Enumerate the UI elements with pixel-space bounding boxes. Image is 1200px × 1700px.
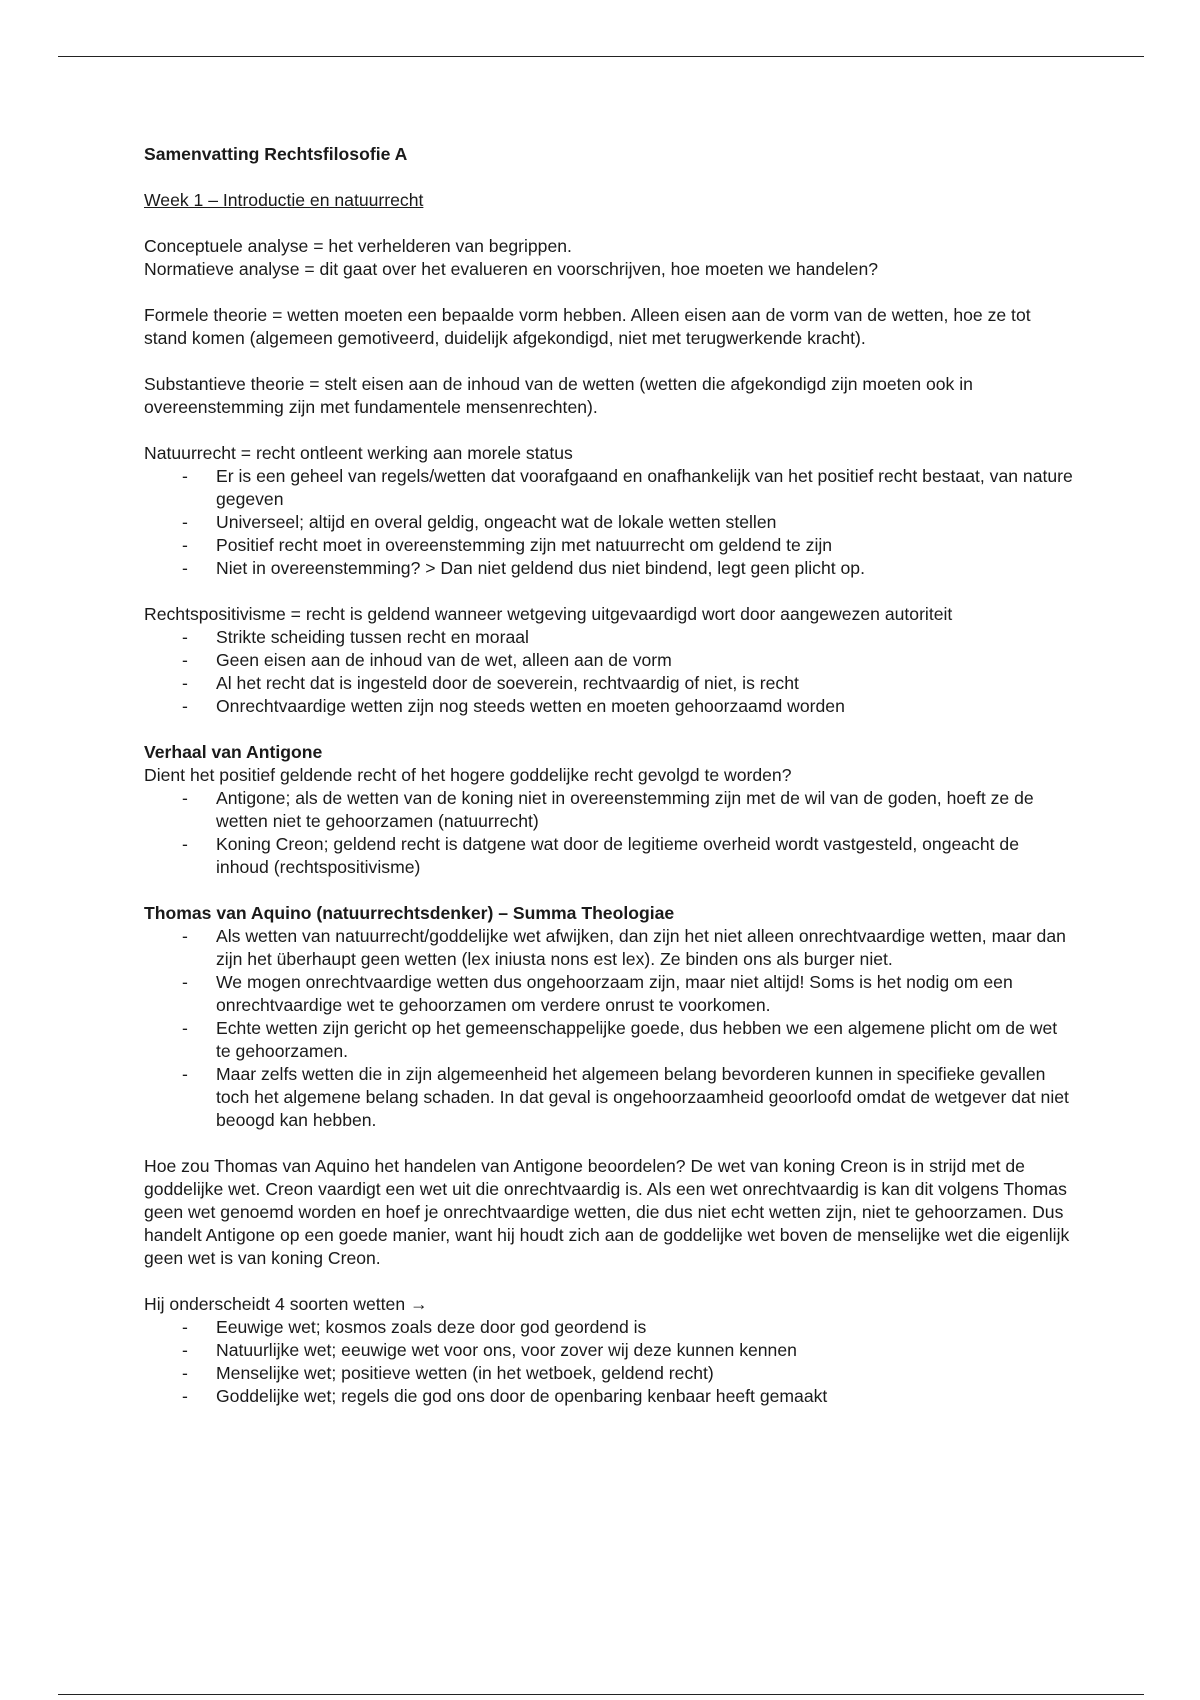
document-body — [144, 143, 1074, 1408]
list-item — [144, 534, 1074, 557]
list-item — [144, 465, 1074, 511]
list-item — [144, 971, 1074, 1017]
list-item-text: Als wetten van natuurrecht/goddelijke wet afwijken, dan zijn het niet alleen onrechtvaardige wetten, maar dan zijn het überhaupt geen wetten (lex iniusta nons est lex). Ze binden ons als burger niet. — [216, 926, 1066, 969]
list-item — [144, 787, 1074, 833]
antigone-heading: Verhaal van Antigone — [144, 742, 323, 762]
dash-bullet: - — [182, 926, 188, 946]
conceptuele-analyse: Conceptuele analyse = het verhelderen van begrippen. — [144, 236, 572, 256]
list-item-text: Geen eisen aan de inhoud van de wet, alleen aan de vorm — [216, 650, 672, 670]
list-item-text: Positief recht moet in overeenstemming zijn met natuurrecht om geldend te zijn — [216, 535, 833, 555]
list-item — [144, 1316, 1074, 1339]
dash-bullet: - — [182, 972, 188, 992]
list-item-text: Goddelijke wet; regels die god ons door de openbaring kenbaar heeft gemaakt — [216, 1386, 828, 1406]
dash-bullet: - — [182, 1064, 188, 1084]
list-item — [144, 1017, 1074, 1063]
dash-bullet: - — [182, 834, 188, 854]
dash-bullet: - — [182, 650, 188, 670]
dash-bullet: - — [182, 1018, 188, 1038]
antigone-list — [144, 787, 1074, 879]
dash-bullet: - — [182, 788, 188, 808]
aquino-judgement: Hoe zou Thomas van Aquino het handelen van Antigone beoordelen? De wet van koning Creon is in strijd met de goddelijke wet. Creon vaardigt een wet uit die onrechtvaardig is. Als een wet onrechtvaardig is kan dit volgens Thomas geen wet genoemd worden en hoef je onrechtvaardige wetten, die dus niet echt wetten zijn, niet te gehoorzamen. Dus handelt Antigone op een goede manier, want hij houdt zich aan de goddelijke wet boven de menselijke wet die eigenlijk geen wet is van koning Creon. — [144, 1156, 1070, 1268]
list-item-text: Er is een geheel van regels/wetten dat voorafgaand en onafhankelijk van het positief recht bestaat, van nature gegeven — [216, 466, 1073, 509]
list-item — [144, 649, 1074, 672]
rechtspositivisme-list — [144, 626, 1074, 718]
soorten-list — [144, 1316, 1074, 1408]
list-item — [144, 626, 1074, 649]
list-item — [144, 833, 1074, 879]
list-item-text: Koning Creon; geldend recht is datgene wat door de legitieme overheid wordt vastgesteld, ongeacht de inhoud (rechtspositivisme) — [216, 834, 1019, 877]
rechtspositivisme-definition: Rechtspositivisme = recht is geldend wanneer wetgeving uitgevaardigd wort door aangewezen autoriteit — [144, 604, 953, 624]
dash-bullet: - — [182, 1386, 188, 1406]
normatieve-analyse: Normatieve analyse = dit gaat over het evalueren en voorschrijven, hoe moeten we handelen? — [144, 259, 879, 279]
bottom-rule — [58, 1694, 1144, 1695]
list-item-text: We mogen onrechtvaardige wetten dus ongehoorzaam zijn, maar niet altijd! Soms is het nodig om een onrechtvaardige wet te gehoorzamen om verdere onrust te voorkomen. — [216, 972, 1013, 1015]
list-item — [144, 1339, 1074, 1362]
list-item — [144, 511, 1074, 534]
list-item — [144, 1063, 1074, 1132]
list-item-text: Niet in overeenstemming? > Dan niet geldend dus niet bindend, legt geen plicht op. — [216, 558, 865, 578]
week-heading: Week 1 – Introductie en natuurrecht — [144, 190, 424, 210]
list-item-text: Antigone; als de wetten van de koning niet in overeenstemming zijn met de wil van de goden, hoeft ze de wetten niet te gehoorzamen (natuurrecht) — [216, 788, 1034, 831]
dash-bullet: - — [182, 696, 188, 716]
list-item-text: Universeel; altijd en overal geldig, ongeacht wat de lokale wetten stellen — [216, 512, 777, 532]
dash-bullet: - — [182, 673, 188, 693]
aquino-heading: Thomas van Aquino (natuurrechtsdenker) – Summa Theologiae — [144, 903, 675, 923]
list-item-text: Onrechtvaardige wetten zijn nog steeds wetten en moeten gehoorzaamd worden — [216, 696, 845, 716]
dash-bullet: - — [182, 512, 188, 532]
list-item-text: Natuurlijke wet; eeuwige wet voor ons, voor zover wij deze kunnen kennen — [216, 1340, 797, 1360]
soorten-intro: Hij onderscheidt 4 soorten wetten → — [144, 1294, 428, 1314]
top-rule — [58, 56, 1144, 57]
list-item-text: Al het recht dat is ingesteld door de soeverein, rechtvaardig of niet, is recht — [216, 673, 799, 693]
list-item-text: Echte wetten zijn gericht op het gemeenschappelijke goede, dus hebben we een algemene plicht om de wet te gehoorzamen. — [216, 1018, 1058, 1061]
dash-bullet: - — [182, 1340, 188, 1360]
list-item — [144, 695, 1074, 718]
dash-bullet: - — [182, 466, 188, 486]
dash-bullet: - — [182, 558, 188, 578]
list-item-text: Maar zelfs wetten die in zijn algemeenheid het algemeen belang bevorderen kunnen in specifieke gevallen toch het algemene belang schaden. In dat geval is ongehoorzaamheid geoorloofd omdat de wetgever dat niet beoogd kan hebben. — [216, 1064, 1069, 1130]
dash-bullet: - — [182, 1317, 188, 1337]
list-item — [144, 557, 1074, 580]
aquino-list — [144, 925, 1074, 1132]
natuurrecht-definition: Natuurrecht = recht ontleent werking aan morele status — [144, 443, 573, 463]
list-item — [144, 672, 1074, 695]
list-item-text: Eeuwige wet; kosmos zoals deze door god geordend is — [216, 1317, 647, 1337]
list-item-text: Strikte scheiding tussen recht en moraal — [216, 627, 529, 647]
document-title: Samenvatting Rechtsfilosofie A — [144, 144, 408, 164]
list-item-text: Menselijke wet; positieve wetten (in het wetboek, geldend recht) — [216, 1363, 714, 1383]
antigone-question: Dient het positief geldende recht of het hogere goddelijke recht gevolgd te worden? — [144, 765, 792, 785]
dash-bullet: - — [182, 627, 188, 647]
dash-bullet: - — [182, 535, 188, 555]
formele-theorie: Formele theorie = wetten moeten een bepaalde vorm hebben. Alleen eisen aan de vorm van de wetten, hoe ze tot stand komen (algemeen gemotiveerd, duidelijk afgekondigd, niet met terugwerkende kracht). — [144, 305, 1031, 348]
list-item — [144, 1362, 1074, 1385]
list-item — [144, 1385, 1074, 1408]
natuurrecht-list — [144, 465, 1074, 580]
substantieve-theorie: Substantieve theorie = stelt eisen aan de inhoud van de wetten (wetten die afgekondigd zijn moeten ook in overeenstemming zijn met fundamentele mensenrechten). — [144, 374, 973, 417]
list-item — [144, 925, 1074, 971]
dash-bullet: - — [182, 1363, 188, 1383]
